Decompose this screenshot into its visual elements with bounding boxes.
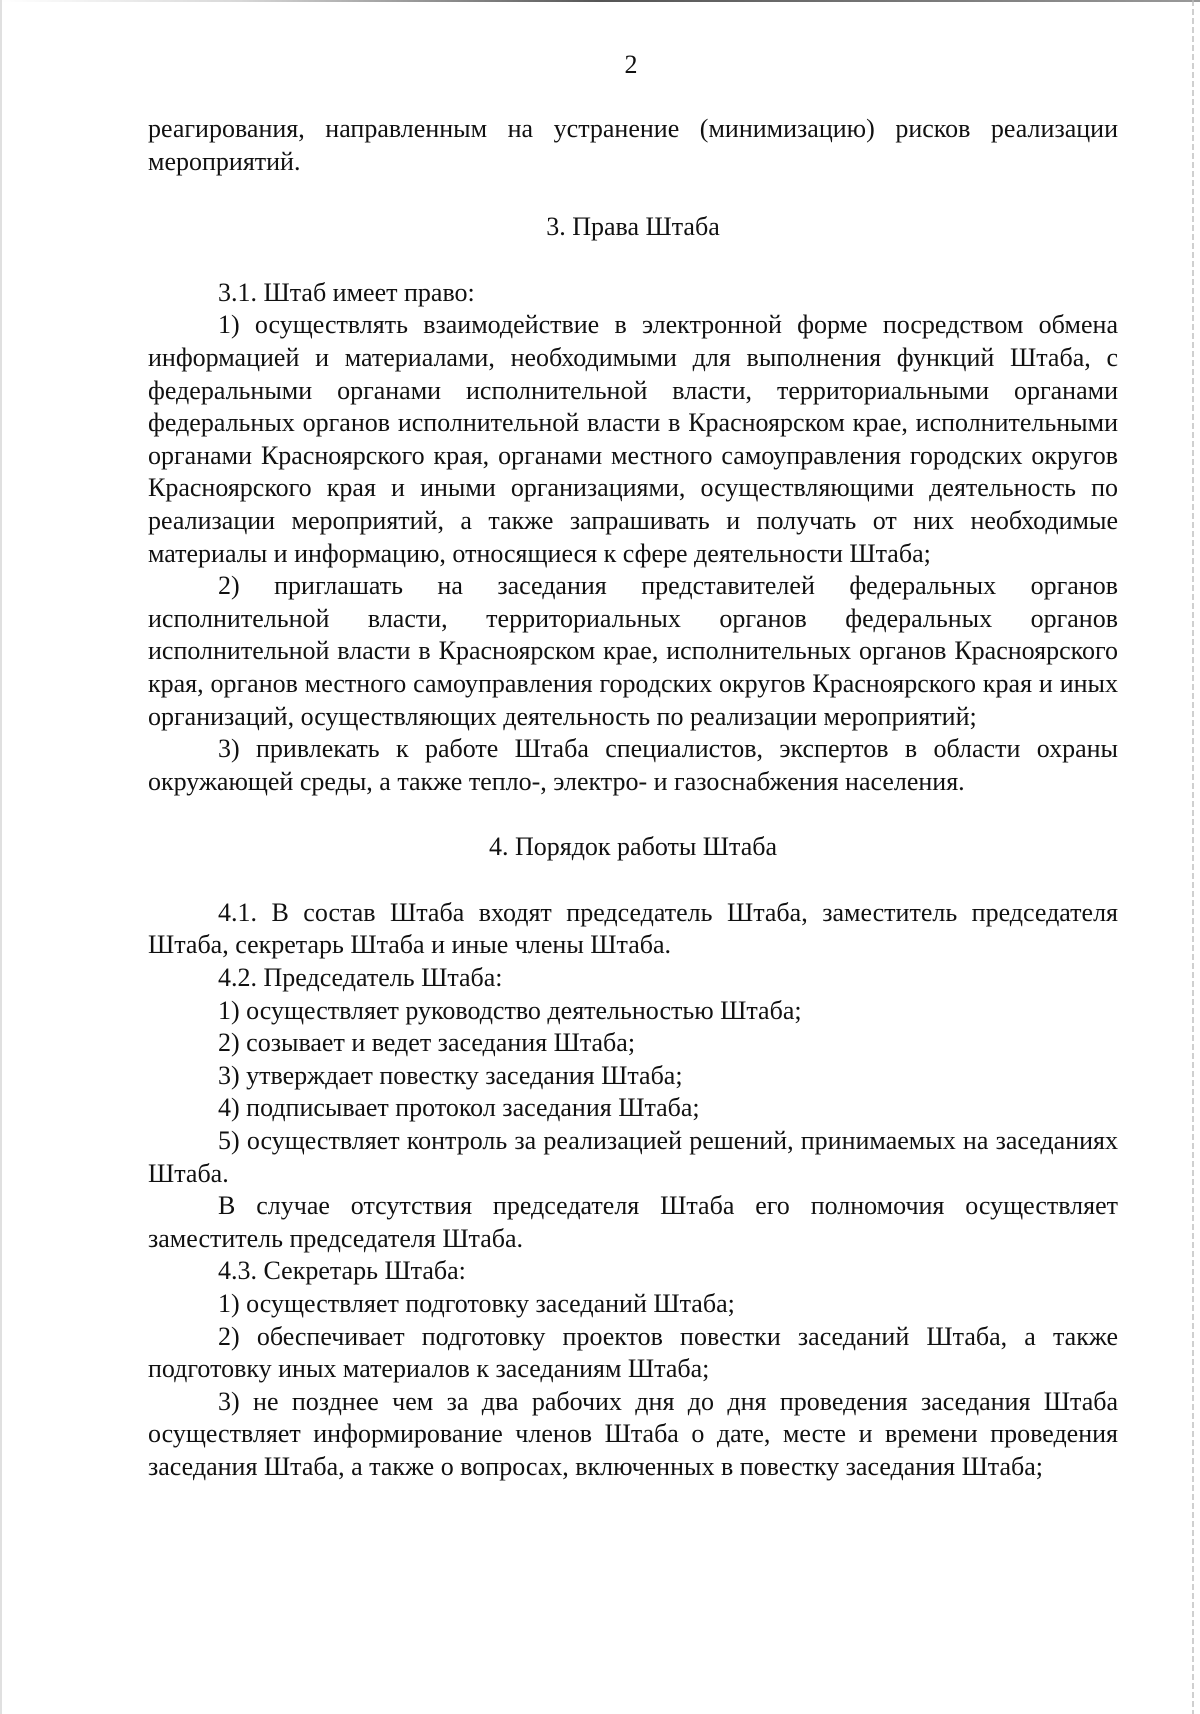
- clause-3-1: 3.1. Штаб имеет право:: [218, 277, 475, 307]
- scan-edge-top: [0, 0, 1200, 2]
- scan-edge-right: [1192, 0, 1194, 1714]
- clause-3-1-item-1: 1) осуществлять взаимодействие в электронной форме посредством обмена информацией и материалами, необходимыми для выполнения функций Штаба, с федеральными органами исполнительной власти, территориальными органами федеральных органов исполнительной власти в Красноярском крае, исполнительными органами Красноярского края, органами местного самоуправления городских округов Красноярского края и иными организациями, осуществляющими деятельность по реализации мероприятий, а также запрашивать и получать от них необходимые материалы и информацию, относящиеся к сфере деятельности Штаба;: [148, 310, 1118, 568]
- document-body: [148, 113, 1118, 1484]
- clause-3-1-item-2: 2) приглашать на заседания представителей федеральных органов исполнительной власти, территориальных органов федеральных органов исполнительной власти в Красноярском крае, исполнительных органов Красноярского края, органов местного самоуправления городских округов Красноярского края и иных организаций, осуществляющих деятельность по реализации мероприятий;: [148, 571, 1118, 731]
- scan-edge-left: [0, 0, 2, 1714]
- section-heading-procedure: 4. Порядок работы Штаба: [488, 832, 778, 862]
- clause-4-2: 4.2. Председатель Штаба:: [218, 963, 503, 993]
- clause-4-2-item-4: 4) подписывает протокол заседания Штаба;: [218, 1093, 700, 1123]
- section-spacer: [148, 244, 1118, 277]
- clause-4-3-item-2: 2) обеспечивает подготовку проектов повестки заседаний Штаба, а также подготовку иных материалов к заседаниям Штаба;: [148, 1321, 1118, 1384]
- clause-4-2-item-1: 1) осуществляет руководство деятельностью Штаба;: [218, 995, 802, 1025]
- clause-4-2-item-2: 2) созывает и ведет заседания Штаба;: [218, 1028, 636, 1058]
- clause-4-3-item-3: 3) не позднее чем за два рабочих дня до дня проведения заседания Штаба осуществляет информирование членов Штаба о дате, месте и времени проведения заседания Штаба, а также о вопросах, включенных в повестку заседания Штаба;: [148, 1386, 1118, 1481]
- clause-4-2-item-5: 5) осуществляет контроль за реализацией решений, принимаемых на заседаниях Штаба.: [148, 1126, 1118, 1188]
- section-spacer: [148, 864, 1118, 897]
- paragraph-risk-response: реагирования, направленным на устранение (минимизацию) рисков реализации мероприятий.: [148, 114, 1118, 176]
- page-number: 2: [624, 50, 638, 79]
- section-spacer: [148, 178, 1118, 211]
- clause-4-3: 4.3. Секретарь Штаба:: [218, 1256, 466, 1286]
- clause-4-2-item-3: 3) утверждает повестку заседания Штаба;: [218, 1060, 683, 1090]
- clause-4-1: 4.1. В состав Штаба входят председатель Штаба, заместитель председателя Штаба, секретарь Штаба и иные члены Штаба.: [148, 897, 1118, 960]
- clause-3-1-item-3: 3) привлекать к работе Штаба специалистов, экспертов в области охраны окружающей среды, а также тепло-, электро- и газоснабжения населения.: [148, 734, 1118, 796]
- clause-4-3-item-1: 1) осуществляет подготовку заседаний Штаба;: [218, 1289, 735, 1318]
- section-heading-rights: 3. Права Штаба: [546, 212, 720, 242]
- clause-4-2-deputy-note: В случае отсутствия председателя Штаба его полномочия осуществляет заместитель председателя Штаба.: [148, 1191, 1118, 1253]
- section-spacer: [148, 798, 1118, 831]
